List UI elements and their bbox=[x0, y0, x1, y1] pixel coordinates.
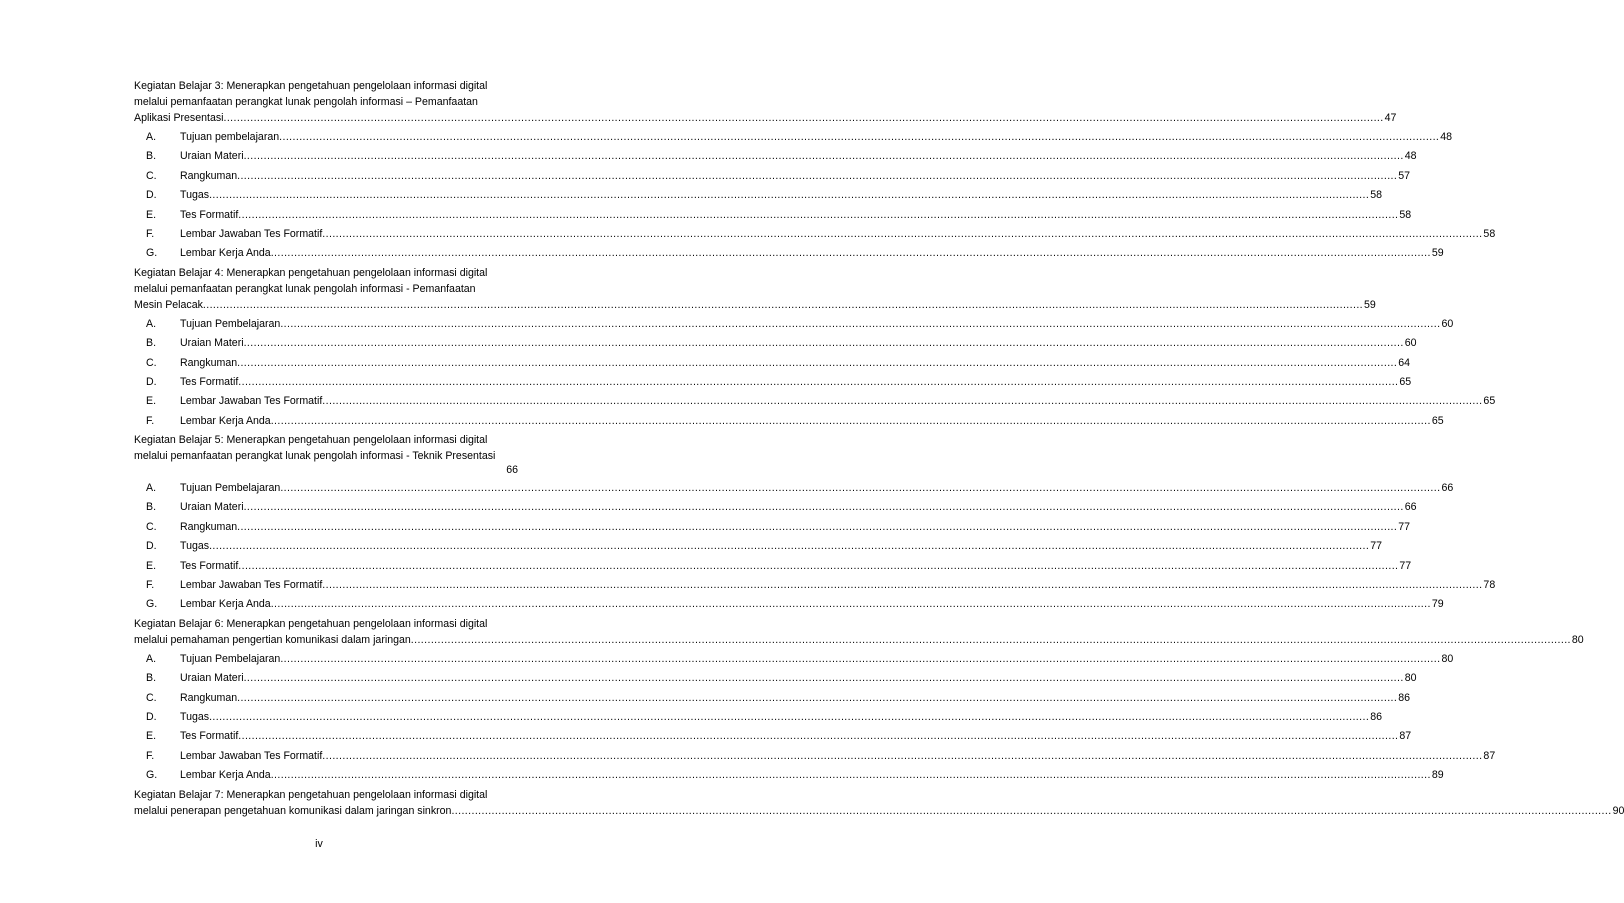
toc-entry-label: Tujuan Pembelajaran bbox=[180, 482, 281, 495]
toc-entry-line bbox=[180, 650, 1453, 669]
toc-entry-label: Rangkuman bbox=[180, 356, 238, 369]
toc-entry[interactable] bbox=[134, 766, 1444, 785]
toc-page-number: 90 bbox=[1612, 804, 1624, 817]
toc-entry-label: Tes Formatif bbox=[180, 208, 239, 221]
toc-entry[interactable] bbox=[134, 708, 1382, 727]
toc-entry-line bbox=[180, 727, 1411, 746]
dot-leader bbox=[238, 727, 1398, 746]
toc-entry[interactable] bbox=[134, 167, 1411, 186]
toc-entry-line bbox=[180, 354, 1410, 373]
toc-entry[interactable] bbox=[134, 392, 1496, 411]
toc-entry[interactable] bbox=[134, 689, 1411, 708]
toc-heading-last-line bbox=[134, 110, 1397, 126]
dot-leader bbox=[280, 315, 1440, 334]
table-of-contents bbox=[134, 77, 1624, 821]
toc-entry[interactable] bbox=[134, 244, 1444, 263]
page-number: iv bbox=[315, 838, 323, 850]
toc-heading-text: Mesin Pelacak bbox=[134, 298, 203, 311]
dot-leader bbox=[451, 803, 1611, 819]
toc-entry-letter: B. bbox=[146, 150, 157, 163]
toc-entry-letter: E. bbox=[146, 395, 157, 408]
toc-entry[interactable] bbox=[134, 537, 1382, 556]
toc-heading-text: melalui pemahaman pengertian komunikasi dalam jaringan bbox=[134, 633, 411, 646]
toc-entry-line bbox=[180, 392, 1495, 411]
toc-entry-label: Lembar Jawaban Tes Formatif bbox=[180, 395, 323, 408]
toc-heading-line: Kegiatan Belajar 6: Menerapkan pengetahuan pengelolaan informasi digital bbox=[134, 617, 488, 630]
toc-entry-label: Lembar Kerja Anda bbox=[180, 247, 271, 260]
toc-entry-label: Rangkuman bbox=[180, 691, 238, 704]
toc-entry-line bbox=[180, 128, 1452, 147]
toc-entry-letter: A. bbox=[146, 317, 157, 330]
toc-entry-label: Lembar Jawaban Tes Formatif bbox=[180, 227, 323, 240]
toc-entry-line bbox=[180, 225, 1495, 244]
toc-entry-line bbox=[180, 186, 1382, 205]
toc-entry-line bbox=[180, 766, 1444, 785]
toc-entry-letter: D. bbox=[146, 540, 157, 553]
toc-page-number: 66 bbox=[506, 464, 518, 477]
toc-entry-line bbox=[180, 595, 1444, 614]
toc-entry-letter: A. bbox=[146, 131, 157, 143]
toc-entry[interactable] bbox=[134, 412, 1444, 431]
toc-entry-letter: F. bbox=[146, 227, 155, 240]
toc-page-number: 59 bbox=[1431, 247, 1444, 260]
dot-leader bbox=[209, 537, 1369, 556]
toc-entry[interactable] bbox=[134, 128, 1453, 147]
toc-page-number: 60 bbox=[1441, 317, 1454, 330]
dot-leader bbox=[279, 128, 1439, 147]
toc-heading-line: Kegiatan Belajar 7: Menerapkan pengetahuan pengelolaan informasi digital bbox=[134, 788, 488, 801]
toc-page-number: 77 bbox=[1370, 540, 1382, 553]
toc-entry-letter: B. bbox=[146, 672, 157, 685]
toc-entry[interactable] bbox=[134, 147, 1417, 166]
toc-entry-line bbox=[180, 412, 1444, 431]
toc-entry-line bbox=[180, 708, 1382, 727]
toc-heading-line: Kegiatan Belajar 3: Menerapkan pengetahuan pengelolaan informasi digital bbox=[134, 80, 488, 92]
toc-entry-letter: D. bbox=[146, 375, 157, 388]
toc-entry[interactable] bbox=[134, 373, 1412, 392]
toc-entry-letter: C. bbox=[146, 691, 157, 704]
dot-leader bbox=[237, 167, 1397, 186]
toc-entry-label: Uraian Materi bbox=[180, 501, 244, 514]
dot-leader bbox=[224, 110, 1384, 126]
toc-section-heading[interactable] bbox=[134, 616, 1584, 648]
toc-page-number: 86 bbox=[1370, 710, 1382, 723]
toc-entry[interactable] bbox=[134, 518, 1411, 537]
toc-page-number: 47 bbox=[1384, 112, 1397, 124]
toc-entry-label: Tugas bbox=[180, 189, 210, 202]
dot-leader bbox=[238, 206, 1398, 225]
toc-entry-label: Lembar Jawaban Tes Formatif bbox=[180, 749, 323, 762]
toc-entry-letter: E. bbox=[146, 208, 157, 221]
toc-page-number: 66 bbox=[1404, 501, 1417, 514]
toc-entry-label: Rangkuman bbox=[180, 169, 238, 182]
toc-entry-label: Tujuan pembelajaran bbox=[180, 131, 280, 143]
dot-leader bbox=[322, 392, 1482, 411]
toc-entry[interactable] bbox=[134, 557, 1412, 576]
toc-page-number: 80 bbox=[1441, 652, 1454, 665]
toc-entry-letter: D. bbox=[146, 710, 157, 723]
toc-heading-last-line bbox=[134, 803, 1624, 819]
toc-heading-line: Kegiatan Belajar 5: Menerapkan pengetahuan pengelolaan informasi digital bbox=[134, 434, 488, 447]
toc-entry-label: Uraian Materi bbox=[180, 672, 244, 685]
dot-leader bbox=[209, 708, 1369, 727]
toc-entry[interactable] bbox=[134, 186, 1382, 205]
toc-heading-line: Kegiatan Belajar 4: Menerapkan pengetahuan pengelolaan informasi digital bbox=[134, 266, 488, 279]
toc-entry-label: Lembar Kerja Anda bbox=[180, 598, 271, 611]
toc-page-number: 66 bbox=[1441, 482, 1454, 495]
dot-leader bbox=[322, 225, 1482, 244]
toc-heading-last-line bbox=[134, 297, 1376, 313]
toc-section-heading[interactable] bbox=[134, 265, 1376, 313]
toc-page-number: 78 bbox=[1483, 579, 1496, 592]
toc-entry-label: Tujuan Pembelajaran bbox=[180, 317, 281, 330]
toc-entry-label: Rangkuman bbox=[180, 520, 238, 533]
toc-entry-line bbox=[180, 244, 1444, 263]
toc-entry-line bbox=[180, 747, 1495, 766]
toc-entry[interactable] bbox=[134, 206, 1412, 225]
toc-entry-letter: C. bbox=[146, 356, 157, 369]
toc-entry-line bbox=[180, 479, 1453, 498]
toc-entry-letter: E. bbox=[146, 559, 157, 572]
dot-leader bbox=[238, 557, 1398, 576]
dot-leader bbox=[271, 244, 1431, 263]
toc-entry-label: Uraian Materi bbox=[180, 150, 244, 163]
dot-leader bbox=[237, 689, 1397, 708]
toc-page-number: 65 bbox=[1431, 414, 1444, 427]
dot-leader bbox=[280, 650, 1440, 669]
toc-entry-letter: F. bbox=[146, 579, 155, 592]
dot-leader bbox=[322, 747, 1482, 766]
toc-entry[interactable] bbox=[134, 650, 1454, 669]
dot-leader bbox=[271, 595, 1431, 614]
toc-page-number: 58 bbox=[1483, 227, 1496, 240]
toc-entry-label: Tes Formatif bbox=[180, 375, 239, 388]
toc-page-number: 79 bbox=[1431, 598, 1444, 611]
toc-entry-line bbox=[180, 167, 1410, 186]
toc-page-number: 77 bbox=[1398, 520, 1411, 533]
toc-entry-line bbox=[180, 334, 1417, 353]
toc-heading-text: Aplikasi Presentasi bbox=[134, 112, 224, 124]
dot-leader bbox=[244, 147, 1404, 166]
toc-entry-letter: A. bbox=[146, 652, 157, 665]
toc-page-number: 48 bbox=[1404, 150, 1417, 163]
toc-entry-label: Tugas bbox=[180, 540, 210, 553]
toc-heading-line: melalui pemanfaatan perangkat lunak pengolah informasi - Pemanfaatan bbox=[134, 282, 476, 295]
toc-entry[interactable] bbox=[134, 498, 1417, 517]
dot-leader bbox=[237, 518, 1397, 537]
toc-entry-label: Tes Formatif bbox=[180, 559, 239, 572]
dot-leader bbox=[244, 334, 1404, 353]
toc-page-number: 59 bbox=[1364, 298, 1376, 311]
toc-entry-label: Tes Formatif bbox=[180, 730, 239, 743]
toc-entry-letter: B. bbox=[146, 337, 157, 350]
toc-entry[interactable] bbox=[134, 225, 1496, 244]
toc-section-heading[interactable] bbox=[134, 78, 1397, 126]
toc-entry[interactable] bbox=[134, 334, 1417, 353]
toc-page-number: 65 bbox=[1399, 375, 1412, 388]
toc-entry-label: Lembar Kerja Anda bbox=[180, 769, 271, 782]
toc-heading-text: melalui penerapan pengetahuan komunikasi dalam jaringan sinkron bbox=[134, 804, 452, 817]
toc-entry-letter: F. bbox=[146, 749, 155, 762]
toc-page-number: 87 bbox=[1399, 730, 1412, 743]
toc-entry[interactable] bbox=[134, 479, 1454, 498]
toc-page-number: 80 bbox=[1571, 633, 1584, 646]
toc-heading-line: melalui pemanfaatan perangkat lunak pengolah informasi - Teknik Presentasi bbox=[134, 450, 496, 463]
toc-entry-letter: G. bbox=[146, 247, 158, 260]
toc-entry-letter: D. bbox=[146, 189, 157, 202]
dot-leader bbox=[244, 669, 1404, 688]
toc-page-number: 58 bbox=[1399, 208, 1412, 221]
toc-entry[interactable] bbox=[134, 315, 1454, 334]
dot-leader bbox=[237, 354, 1397, 373]
toc-entry-line bbox=[180, 498, 1417, 517]
toc-entry-letter: E. bbox=[146, 730, 157, 743]
toc-entry-line bbox=[180, 669, 1417, 688]
toc-entry-label: Lembar Jawaban Tes Formatif bbox=[180, 579, 323, 592]
dot-leader bbox=[322, 576, 1482, 595]
toc-page-number: 48 bbox=[1440, 131, 1453, 143]
toc-entry-line bbox=[180, 557, 1411, 576]
toc-page-number: 77 bbox=[1399, 559, 1412, 572]
toc-entry-letter: G. bbox=[146, 598, 158, 611]
toc-entry-letter: G. bbox=[146, 769, 158, 782]
toc-entry-line bbox=[180, 147, 1417, 166]
toc-page-number: 86 bbox=[1398, 691, 1411, 704]
dot-leader bbox=[244, 498, 1404, 517]
toc-entry-label: Uraian Materi bbox=[180, 337, 244, 350]
toc-page-number: 65 bbox=[1483, 395, 1496, 408]
toc-entry-letter: C. bbox=[146, 520, 157, 533]
toc-page-number: 58 bbox=[1370, 189, 1382, 202]
toc-page-number: 89 bbox=[1431, 769, 1444, 782]
toc-entry-letter: F. bbox=[146, 414, 155, 427]
toc-entry-line bbox=[180, 576, 1495, 595]
toc-entry-line bbox=[180, 315, 1453, 334]
dot-leader bbox=[238, 373, 1398, 392]
toc-entry-letter: A. bbox=[146, 482, 157, 495]
toc-entry[interactable] bbox=[134, 747, 1496, 766]
toc-entry[interactable] bbox=[134, 669, 1417, 688]
dot-leader bbox=[271, 412, 1431, 431]
toc-entry-line bbox=[180, 518, 1410, 537]
toc-entry[interactable] bbox=[134, 576, 1496, 595]
toc-entry-label: Lembar Kerja Anda bbox=[180, 414, 271, 427]
dot-leader bbox=[203, 297, 1363, 313]
toc-entry-label: Tugas bbox=[180, 710, 210, 723]
dot-leader bbox=[280, 479, 1440, 498]
toc-entry[interactable] bbox=[134, 354, 1411, 373]
toc-section-heading[interactable] bbox=[134, 432, 546, 477]
toc-entry[interactable] bbox=[134, 727, 1412, 746]
toc-entry-letter: B. bbox=[146, 501, 157, 514]
dot-leader bbox=[271, 766, 1431, 785]
toc-page-number: 64 bbox=[1398, 356, 1411, 369]
dot-leader bbox=[209, 186, 1369, 205]
dot-leader bbox=[411, 632, 1571, 648]
toc-entry-line bbox=[180, 206, 1411, 225]
toc-page-number: 80 bbox=[1404, 672, 1417, 685]
toc-page-number: 60 bbox=[1404, 337, 1417, 350]
toc-entry-line bbox=[180, 373, 1411, 392]
toc-page-number: 57 bbox=[1398, 169, 1411, 182]
toc-entry[interactable] bbox=[134, 595, 1444, 614]
toc-section-heading[interactable] bbox=[134, 787, 1624, 819]
toc-page-number: 87 bbox=[1483, 749, 1496, 762]
toc-entry-line bbox=[180, 689, 1410, 708]
toc-entry-label: Tujuan Pembelajaran bbox=[180, 652, 281, 665]
toc-heading-line: melalui pemanfaatan perangkat lunak pengolah informasi – Pemanfaatan bbox=[134, 96, 478, 108]
toc-heading-last-line bbox=[134, 632, 1584, 648]
toc-entry-line bbox=[180, 537, 1382, 556]
toc-entry-letter: C. bbox=[146, 169, 157, 182]
